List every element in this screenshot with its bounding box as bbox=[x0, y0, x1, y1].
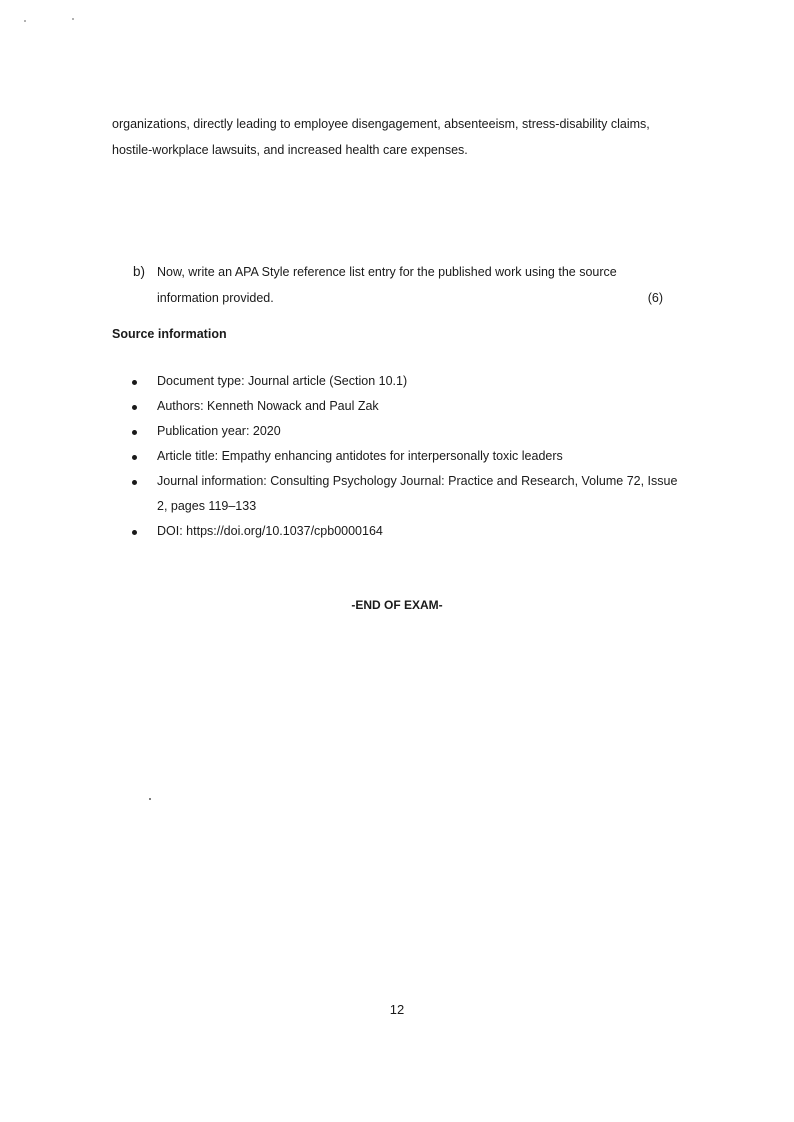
paragraph-line: hostile-workplace lawsuits, and increased health care expenses. bbox=[112, 143, 468, 157]
question-text bbox=[157, 259, 673, 311]
scan-speck bbox=[72, 18, 74, 20]
scan-speck bbox=[149, 798, 151, 800]
source-list bbox=[130, 369, 690, 544]
list-item bbox=[130, 444, 690, 469]
list-item bbox=[130, 369, 690, 394]
question-marks: (6) bbox=[647, 291, 663, 305]
paragraph-line: organizations, directly leading to employee disengagement, absenteeism, stress-disability claims, bbox=[112, 117, 650, 131]
list-item bbox=[130, 469, 690, 519]
question-line: information provided. bbox=[157, 291, 274, 305]
list-item-text-continued: 2, pages 119–133 bbox=[157, 499, 257, 513]
list-item bbox=[130, 519, 690, 544]
list-item-text: Article title: Empathy enhancing antidotes for interpersonally toxic leaders bbox=[157, 449, 563, 463]
question-line: Now, write an APA Style reference list entry for the published work using the source bbox=[157, 265, 617, 279]
page-number: 12 bbox=[389, 1002, 405, 1017]
list-item-text: Journal information: Consulting Psychology Journal: Practice and Research, Volume 72, Issue bbox=[157, 474, 678, 488]
source-heading: Source information bbox=[112, 327, 227, 341]
bullet-icon bbox=[132, 530, 137, 535]
list-item bbox=[130, 394, 690, 419]
bullet-icon bbox=[132, 430, 137, 435]
question-b bbox=[133, 259, 673, 311]
bullet-icon bbox=[132, 455, 137, 460]
bullet-icon bbox=[132, 380, 137, 385]
list-item-text: Publication year: 2020 bbox=[157, 424, 281, 438]
list-item-text: Document type: Journal article (Section 10.1) bbox=[157, 374, 408, 388]
bullet-icon bbox=[132, 405, 137, 410]
list-item-text: Authors: Kenneth Nowack and Paul Zak bbox=[157, 399, 379, 413]
end-of-exam: -END OF EXAM- bbox=[351, 598, 443, 612]
scan-speck bbox=[24, 20, 26, 22]
list-item-text: DOI: https://doi.org/10.1037/cpb0000164 bbox=[157, 524, 383, 538]
list-item bbox=[130, 419, 690, 444]
bullet-icon bbox=[132, 480, 137, 485]
continued-paragraph bbox=[112, 111, 692, 163]
question-marker: b) bbox=[133, 264, 146, 279]
